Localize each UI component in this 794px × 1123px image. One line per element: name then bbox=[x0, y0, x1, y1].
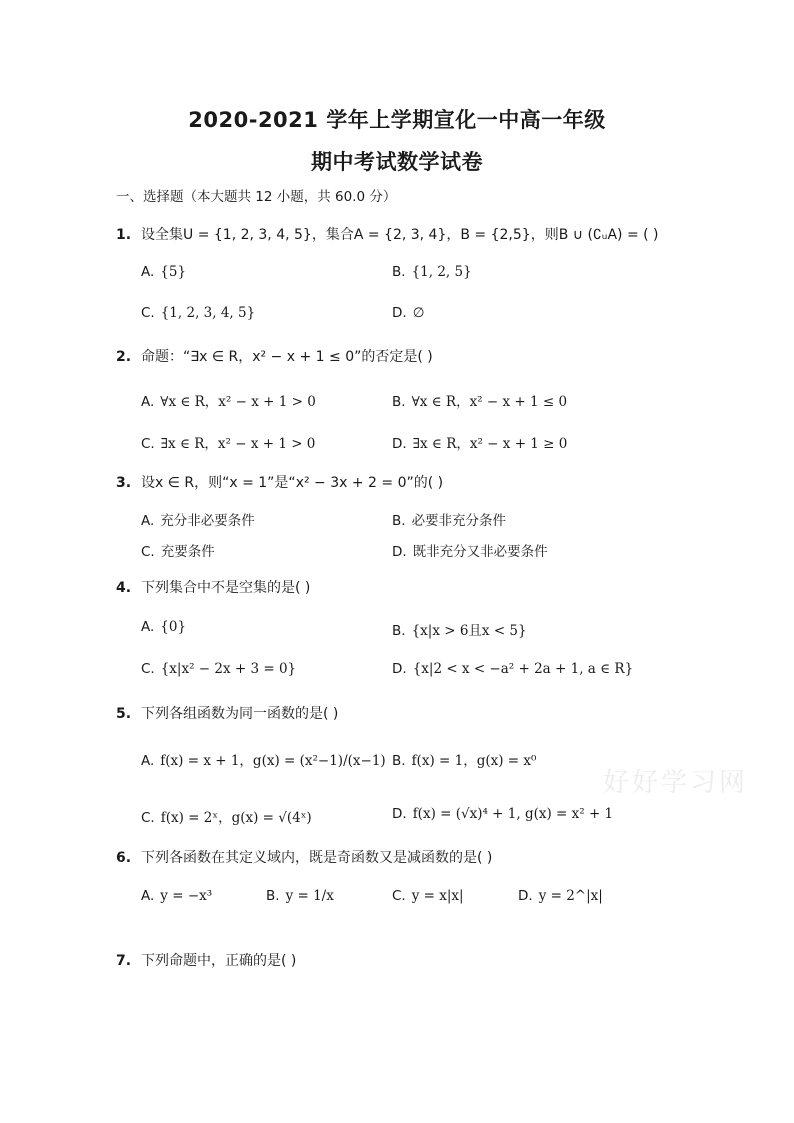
question-text: 下列各函数在其定义域内，既是奇函数又是减函数的是( ) bbox=[141, 850, 493, 866]
option-label: A. bbox=[141, 619, 155, 635]
option-text: f(x) = 1，g(x) = x⁰ bbox=[411, 753, 537, 769]
question-text: 设x ∈ R，则“x = 1”是“x² − 3x + 2 = 0”的( ) bbox=[141, 475, 444, 491]
option-label: D. bbox=[392, 436, 407, 452]
option-d bbox=[392, 305, 424, 321]
option-text: {1, 2, 5} bbox=[411, 264, 472, 280]
question-4 bbox=[116, 577, 310, 597]
option-c bbox=[141, 806, 312, 826]
option-a bbox=[141, 619, 186, 635]
question-1 bbox=[116, 224, 659, 244]
question-5 bbox=[116, 703, 338, 723]
option-d bbox=[392, 540, 548, 560]
option-c bbox=[141, 305, 255, 321]
exam-title-line1: 2020-2021 学年上学期宣化一中高一年级 bbox=[188, 108, 606, 132]
option-b bbox=[392, 390, 567, 410]
question-number: 1. bbox=[116, 227, 132, 243]
option-b bbox=[266, 888, 334, 904]
option-label: B. bbox=[392, 753, 406, 769]
option-label: C. bbox=[141, 544, 155, 560]
question-number: 4. bbox=[116, 580, 132, 596]
option-text: y = x|x| bbox=[411, 888, 464, 904]
option-text: {x|x² − 2x + 3 = 0} bbox=[160, 661, 297, 677]
question-text: 下列集合中不是空集的是( ) bbox=[141, 580, 311, 596]
option-text: ∀x ∈ R，x² − x + 1 > 0 bbox=[160, 394, 316, 410]
question-text: 命题：“∃x ∈ R，x² − x + 1 ≤ 0”的否定是( ) bbox=[141, 349, 433, 365]
option-d bbox=[392, 661, 633, 677]
option-label: B. bbox=[266, 888, 280, 904]
option-label: D. bbox=[392, 806, 407, 822]
question-text: 下列命题中，正确的是( ) bbox=[141, 953, 297, 969]
question-number: 7. bbox=[116, 953, 132, 969]
option-label: C. bbox=[392, 888, 406, 904]
option-label: C. bbox=[141, 661, 155, 677]
option-d bbox=[392, 432, 567, 452]
question-number: 2. bbox=[116, 349, 132, 365]
option-a bbox=[141, 749, 386, 769]
option-label: A. bbox=[141, 888, 155, 904]
option-label: A. bbox=[141, 513, 155, 529]
option-text: {1, 2, 3, 4, 5} bbox=[160, 305, 256, 321]
option-b bbox=[392, 264, 472, 280]
option-text: {x|x > 6且x < 5} bbox=[411, 623, 527, 639]
option-label: D. bbox=[518, 888, 533, 904]
option-d bbox=[392, 806, 613, 822]
option-label: A. bbox=[141, 264, 155, 280]
option-text: 充分非必要条件 bbox=[160, 513, 255, 529]
question-6 bbox=[116, 847, 492, 867]
question-text: 设全集U = {1, 2, 3, 4, 5}，集合A = {2, 3, 4}，B = {2,5}，则B ∪ (∁ᵤA) = ( ) bbox=[141, 227, 659, 243]
option-text: y = 2^|x| bbox=[538, 888, 603, 904]
watermark-text: 好好学习网 bbox=[603, 768, 749, 798]
option-text: f(x) = (√x)⁴ + 1, g(x) = x² + 1 bbox=[412, 806, 614, 822]
question-number: 6. bbox=[116, 850, 132, 866]
option-a bbox=[141, 264, 186, 280]
option-text: f(x) = 2ˣ，g(x) = √(4ˣ) bbox=[160, 810, 312, 826]
option-text: {0} bbox=[160, 619, 187, 635]
option-b bbox=[392, 619, 527, 639]
option-text: y = 1/x bbox=[285, 888, 334, 904]
question-number: 5. bbox=[116, 706, 132, 722]
option-label: C. bbox=[141, 810, 155, 826]
question-3 bbox=[116, 472, 443, 492]
option-text: {x|2 < x < −a² + 2a + 1, a ∈ R} bbox=[412, 661, 634, 677]
option-c bbox=[141, 661, 296, 677]
option-label: A. bbox=[141, 753, 155, 769]
option-label: B. bbox=[392, 513, 406, 529]
option-d bbox=[518, 888, 603, 904]
question-number: 3. bbox=[116, 475, 132, 491]
option-a bbox=[141, 509, 255, 529]
option-c bbox=[141, 540, 215, 560]
option-label: B. bbox=[392, 264, 406, 280]
option-label: A. bbox=[141, 394, 155, 410]
option-label: C. bbox=[141, 305, 155, 321]
option-text: ∅ bbox=[412, 305, 425, 321]
option-label: C. bbox=[141, 436, 155, 452]
question-text: 下列各组函数为同一函数的是( ) bbox=[141, 706, 339, 722]
option-text: ∃x ∈ R，x² − x + 1 > 0 bbox=[160, 436, 316, 452]
option-text: 既非充分又非必要条件 bbox=[412, 544, 548, 560]
option-a bbox=[141, 888, 212, 904]
option-label: D. bbox=[392, 305, 407, 321]
option-label: B. bbox=[392, 394, 406, 410]
option-b bbox=[392, 749, 536, 769]
option-text: f(x) = x + 1，g(x) = (x²−1)/(x−1) bbox=[160, 753, 386, 769]
option-b bbox=[392, 509, 506, 529]
option-text: ∃x ∈ R，x² − x + 1 ≥ 0 bbox=[412, 436, 568, 452]
option-label: B. bbox=[392, 623, 406, 639]
option-text: 必要非充分条件 bbox=[411, 513, 507, 529]
option-text: y = −x³ bbox=[160, 888, 213, 904]
question-2 bbox=[116, 346, 433, 366]
option-label: D. bbox=[392, 544, 407, 560]
option-c bbox=[141, 432, 315, 452]
exam-title-line2: 期中考试数学试卷 bbox=[311, 150, 483, 174]
option-text: 充要条件 bbox=[160, 544, 215, 560]
option-text: ∀x ∈ R，x² − x + 1 ≤ 0 bbox=[411, 394, 568, 410]
question-7 bbox=[116, 950, 296, 970]
option-a bbox=[141, 390, 316, 410]
option-text: {5} bbox=[160, 264, 187, 280]
option-label: D. bbox=[392, 661, 407, 677]
option-c bbox=[392, 888, 464, 904]
section-heading: 一、选择题（本大题共 12 小题，共 60.0 分） bbox=[116, 189, 397, 205]
